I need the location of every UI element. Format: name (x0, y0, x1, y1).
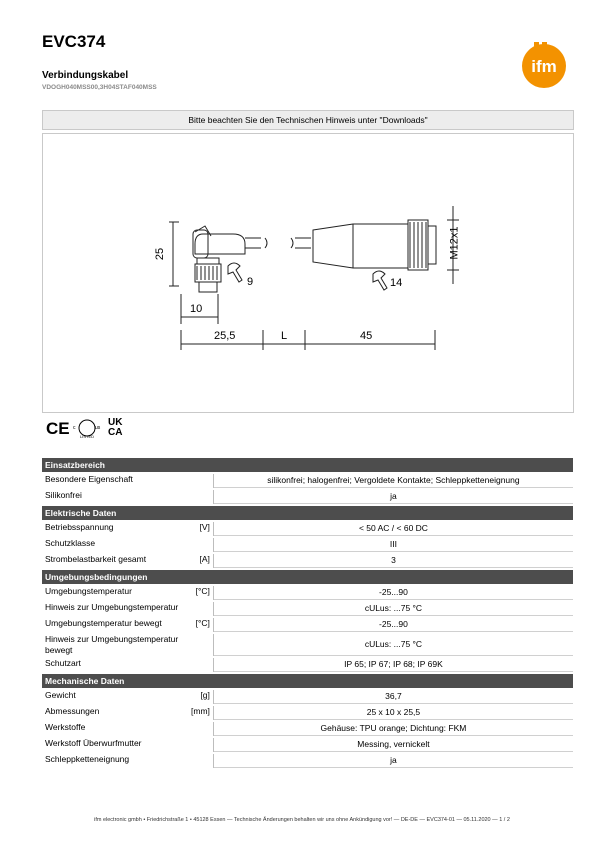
spec-value: ja (214, 490, 573, 504)
dim-m12-label: M12x1 (448, 226, 461, 260)
spec-label: Hinweis zur Umgebungstemperatur bewegt (42, 634, 188, 656)
section-header (42, 506, 573, 520)
spec-value: ja (214, 754, 573, 768)
spec-table (42, 456, 573, 770)
spec-unit: [V] (188, 522, 214, 536)
spec-label: Werkstoffe (42, 722, 188, 736)
section-header (42, 570, 573, 584)
spec-unit: [g] (188, 690, 214, 704)
spec-row (42, 706, 573, 720)
product-subtitle: Verbindungskabel (42, 70, 129, 81)
dim-45-label: 45 (360, 330, 373, 342)
spec-row (42, 738, 573, 752)
spec-unit: [mm] (188, 706, 214, 720)
spec-value: -25...90 (214, 618, 573, 632)
spec-label: Strombelastbarkeit gesamt (42, 554, 188, 568)
logo-text: ifm (531, 57, 557, 76)
spec-label: Schutzklasse (42, 538, 188, 552)
technical-drawing (42, 133, 574, 413)
spec-row (42, 690, 573, 704)
spec-label: Umgebungstemperatur (42, 586, 188, 600)
spec-unit (188, 722, 214, 736)
section-title: Mechanische Daten (42, 674, 573, 688)
footer-text: ifm electronic gmbh • Friedrichstraße 1 • 45128 Essen — Technische Änderungen behalten wir uns ohne Ankündigung vor! — DE-DE — EVC374-01 — 05.11.2020 — (94, 817, 498, 823)
spec-unit (188, 658, 214, 672)
spec-row (42, 490, 573, 504)
spec-label: Betriebsspannung (42, 522, 188, 536)
ce-mark: CE (46, 419, 70, 438)
spec-unit (188, 538, 214, 552)
spec-label: Schleppketteneignung (42, 754, 188, 768)
spec-label: Schutzart (42, 658, 188, 672)
dim-L-label: L (281, 330, 288, 342)
spec-row (42, 634, 573, 656)
spec-value: 36,7 (214, 690, 573, 704)
spec-value: cULus: ...75 °C (214, 634, 573, 656)
dim-14-label: 14 (390, 277, 403, 289)
spec-row (42, 658, 573, 672)
ukca-mark (108, 418, 122, 440)
dim-25-label: 25 (154, 247, 167, 261)
spec-value: Gehäuse: TPU orange; Dichtung: FKM (214, 722, 573, 736)
spec-unit: [°C] (188, 586, 214, 600)
ifm-logo (514, 40, 574, 88)
spec-value: Messing, vernickelt (214, 738, 573, 752)
ukca-top: UK (108, 417, 123, 428)
spec-row (42, 554, 573, 568)
ul-listed: LISTED (80, 434, 95, 439)
footer (42, 817, 562, 823)
spec-unit: [A] (188, 554, 214, 568)
spec-row (42, 602, 573, 616)
downloads-notice: Bitte beachten Sie den Technischen Hinweis unter "Downloads" (42, 110, 574, 130)
spec-unit (188, 634, 214, 656)
product-title: EVC374 (42, 32, 106, 51)
spec-value: < 50 AC / < 60 DC (214, 522, 573, 536)
section-title: Elektrische Daten (42, 506, 573, 520)
dim-10-label: 10 (190, 303, 203, 315)
section-header (42, 458, 573, 472)
spec-label: Gewicht (42, 690, 188, 704)
spec-unit (188, 474, 214, 488)
spec-unit (188, 754, 214, 768)
spec-row (42, 618, 573, 632)
spec-unit (188, 738, 214, 752)
ul-c: c (73, 425, 76, 431)
ul-mark (73, 418, 101, 440)
dim-25-5-label: 25,5 (214, 330, 236, 342)
spec-unit (188, 602, 214, 616)
spec-value: cULus: ...75 °C (214, 602, 573, 616)
spec-row (42, 754, 573, 768)
article-code: VDOGH040MSS00,3H04STAF040MSS (42, 84, 157, 91)
spec-label: Werkstoff Überwurfmutter (42, 738, 188, 752)
spec-value: -25...90 (214, 586, 573, 600)
spec-row (42, 474, 573, 488)
spec-value: IP 65; IP 67; IP 68; IP 69K (214, 658, 573, 672)
spec-value: 3 (214, 554, 573, 568)
spec-label: Hinweis zur Umgebungstemperatur (42, 602, 188, 616)
spec-value: silikonfrei; halogenfrei; Vergoldete Kontakte; Schleppketteneignung (214, 474, 573, 488)
page-number: 1 / 2 (499, 817, 510, 823)
spec-value: 25 x 10 x 25,5 (214, 706, 573, 720)
spec-label: Abmessungen (42, 706, 188, 720)
section-title: Umgebungsbedingungen (42, 570, 573, 584)
spec-value: III (214, 538, 573, 552)
spec-row (42, 586, 573, 600)
ukca-bottom: CA (108, 427, 123, 438)
spec-unit (188, 490, 214, 504)
spec-label: Besondere Eigenschaft (42, 474, 188, 488)
spec-row (42, 522, 573, 536)
section-header (42, 674, 573, 688)
spec-label: Silikonfrei (42, 490, 188, 504)
spec-unit: [°C] (188, 618, 214, 632)
section-title: Einsatzbereich (42, 458, 573, 472)
ul-us: us (95, 425, 101, 431)
spec-label: Umgebungstemperatur bewegt (42, 618, 188, 632)
spec-row (42, 538, 573, 552)
dim-9-label: 9 (247, 276, 254, 288)
spec-row (42, 722, 573, 736)
